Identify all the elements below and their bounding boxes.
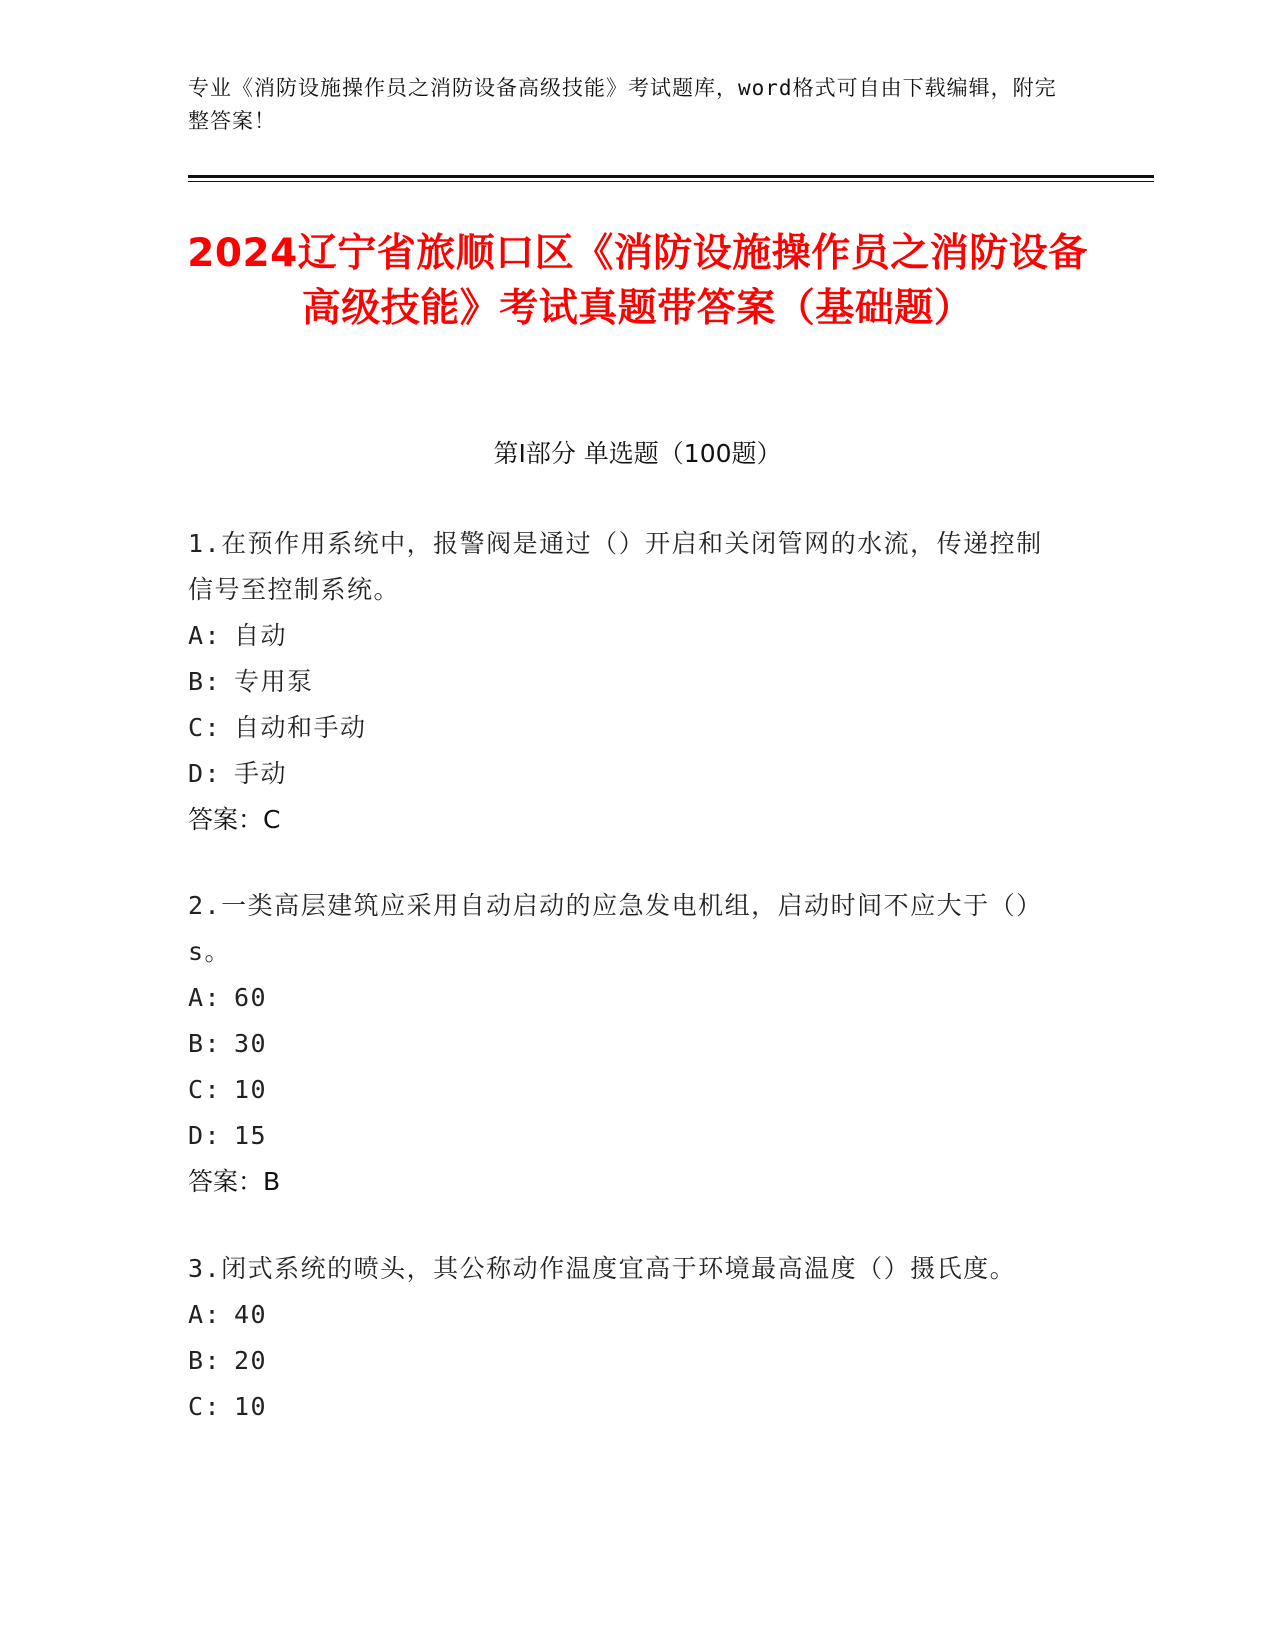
option-d [188, 1113, 1068, 1159]
option-letter: D: [188, 1121, 222, 1150]
option-a [188, 975, 1068, 1021]
option-b [188, 1021, 1068, 1067]
option-text: 60 [234, 983, 268, 1012]
document-title: 2024辽宁省旅顺口区《消防设施操作员之消防设备高级技能》考试真题带答案（基础题） [187, 231, 1088, 331]
question-text: 2.一类高层建筑应采用自动启动的应急发电机组，启动时间不应大于（）s。 [188, 891, 1043, 966]
section-heading: 第I部分 单选题（100题） [493, 439, 782, 468]
question-text: 1.在预作用系统中，报警阀是通过（）开启和关闭管网的水流，传递控制信号至控制系统。 [188, 529, 1043, 604]
option-c [188, 1384, 1068, 1430]
option-a [188, 613, 1068, 659]
header-note: 专业《消防设施操作员之消防设备高级技能》考试题库，word格式可自由下载编辑，附完整答案！ [188, 76, 1057, 133]
answer-line: 答案：C [188, 805, 281, 834]
option-letter: B: [188, 667, 222, 696]
question-2 [188, 883, 1068, 1205]
option-b [188, 1338, 1068, 1384]
option-letter: C: [188, 1075, 222, 1104]
option-letter: B: [188, 1029, 222, 1058]
option-d [188, 751, 1068, 797]
option-letter: C: [188, 713, 222, 742]
option-letter: C: [188, 1392, 222, 1421]
option-text: 40 [234, 1300, 268, 1329]
question-1 [188, 521, 1068, 843]
option-letter: D: [188, 759, 222, 788]
question-text: 3.闭式系统的喷头，其公称动作温度宜高于环境最高温度（）摄氏度。 [188, 1254, 1017, 1283]
option-text: 30 [234, 1029, 268, 1058]
option-letter: A: [188, 1300, 222, 1329]
header-rule-thin [188, 181, 1154, 182]
option-text: 20 [234, 1346, 268, 1375]
option-a [188, 1292, 1068, 1338]
header-rule-thick [188, 175, 1154, 178]
option-text: 10 [234, 1392, 268, 1421]
option-text: 10 [234, 1075, 268, 1104]
option-text: 15 [234, 1121, 268, 1150]
option-text: 手动 [234, 759, 288, 788]
option-letter: A: [188, 983, 222, 1012]
option-letter: A: [188, 621, 222, 650]
option-text: 自动 [234, 621, 288, 650]
option-c [188, 705, 1068, 751]
option-text: 专用泵 [234, 667, 314, 696]
option-letter: B: [188, 1346, 222, 1375]
option-c [188, 1067, 1068, 1113]
answer-line: 答案：B [188, 1167, 281, 1196]
question-3 [188, 1246, 1068, 1430]
option-text: 自动和手动 [234, 713, 367, 742]
option-b [188, 659, 1068, 705]
